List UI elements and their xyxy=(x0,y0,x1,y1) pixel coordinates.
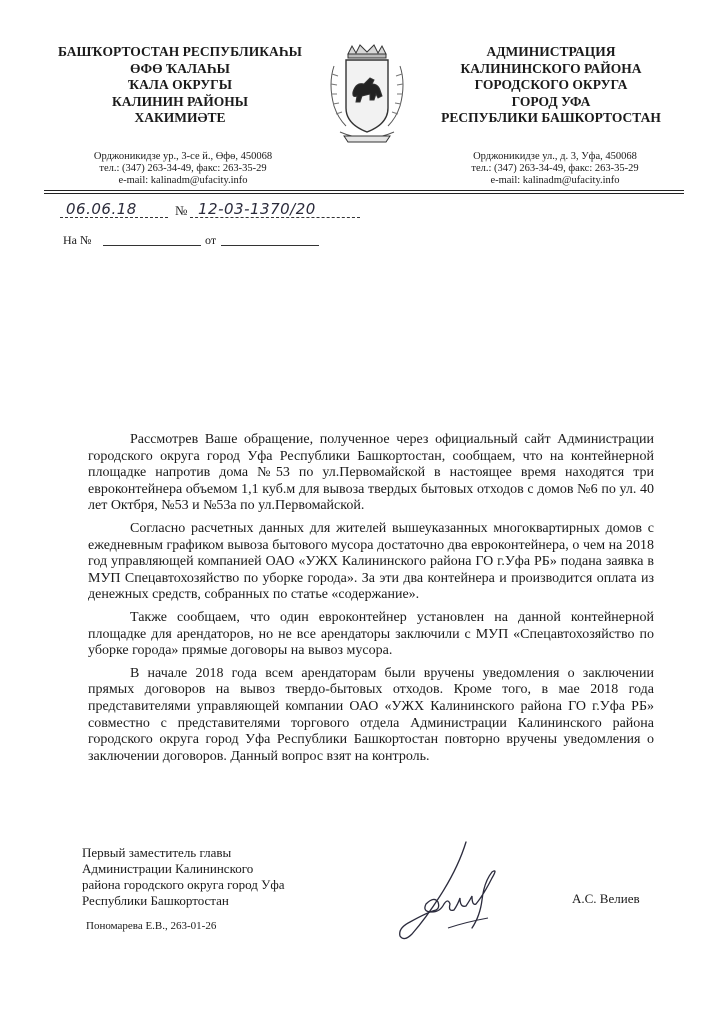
address-email: e-mail: kalinadm@ufacity.info xyxy=(118,175,248,186)
coat-of-arms-icon xyxy=(326,44,408,148)
number-label: № xyxy=(175,203,188,218)
address-line: Орджоникидзе ур., 3-се й., Өфө, 450068 xyxy=(93,151,273,162)
address-line: Орджоникидзе ул., д. 3, Уфа, 450068 xyxy=(473,151,637,162)
header-divider xyxy=(44,190,684,191)
header-bashkir-line: ХАКИМИӘТЕ xyxy=(134,110,226,125)
header-russian-line: ГОРОДСКОГО ОКРУГА xyxy=(474,77,628,92)
header-divider xyxy=(44,193,684,194)
registration-line xyxy=(60,200,380,222)
executor-contact: Пономарева Е.В., 263-01-26 xyxy=(86,920,217,932)
address-russian xyxy=(432,151,678,187)
header-bashkir-line: КАЛИНИН РАЙОНЫ xyxy=(111,93,248,109)
address-phone: тел.: (347) 263-34-49, факс: 263-35-29 xyxy=(99,163,267,174)
header-russian-line: АДМИНИСТРАЦИЯ xyxy=(486,44,616,59)
position-line: Администрации Калининского xyxy=(82,861,254,876)
address-email: e-mail: kalinadm@ufacity.info xyxy=(490,175,620,186)
body-paragraph: Рассмотрев Ваше обращение, полученное через официальный сайт Администрации городского округа город Уфа Республики Башкортостан, сообщаем, что на контейнерной площадке напротив дома №53 по ул.Первомайской в настоящее время находятся три евроконтейнера объемом 1,1 куб.м для вывоза твердых бытовых отходов с домов №6 по ул. 40 лет Октбря, №53 и №53а по ул.Первомайской. xyxy=(88,432,654,514)
header-bashkir-line: ӨФӨ ҠАЛАҺЫ xyxy=(130,60,230,76)
address-phone: тел.: (347) 263-34-49, факс: 263-35-29 xyxy=(471,163,639,174)
letter-body xyxy=(88,432,654,771)
signatory-position xyxy=(82,845,285,909)
outgoing-date: 06.06.18 xyxy=(66,200,137,218)
header-russian-line: РЕСПУБЛИКИ БАШКОРТОСТАН xyxy=(441,110,661,125)
reply-number-blank xyxy=(103,245,201,246)
position-line: Первый заместитель главы xyxy=(82,845,232,860)
outgoing-number: 12-03-1370/20 xyxy=(198,200,316,218)
position-line: Республики Башкортостан xyxy=(82,893,229,908)
reply-number-label: На № xyxy=(63,233,92,247)
date-underline xyxy=(60,217,168,218)
header-bashkir-line: ҠАЛА ОКРУГЫ xyxy=(127,77,233,92)
header-bashkir-line: БАШҠОРТОСТАН РЕСПУБЛИКАҺЫ xyxy=(58,44,302,59)
position-line: района городского округа город Уфа xyxy=(82,877,285,892)
reply-date-blank xyxy=(221,245,319,246)
body-paragraph: Также сообщаем, что один евроконтейнер установлен на данной контейнерной площадке для арендаторов, но не все арендаторы заключили с МУП «Спецавтохозяйство по уборке города» прямые договоры на вывоз мусора. xyxy=(88,609,654,659)
header-russian-line: КАЛИНИНСКОГО РАЙОНА xyxy=(460,60,642,76)
header-russian xyxy=(420,44,682,127)
handwritten-signature xyxy=(388,838,518,948)
number-underline xyxy=(190,217,360,218)
header-bashkir xyxy=(44,44,316,127)
body-paragraph: Согласно расчетных данных для жителей вышеуказанных многоквартирных домов с ежедневным графиком вывоза бытового мусора достаточно два евроконтейнера, о чем на 2018 год управляющей компанией ОАО «УЖХ Калининского района ГО г.Уфа РБ» подана заявка в МУП Спецавтохозяйство по уборке города». За эти два контейнера и производится оплата из денежных средств, собранных по статье «содержание». xyxy=(88,520,654,603)
address-bashkir xyxy=(58,151,308,187)
body-paragraph: В начале 2018 года всем арендаторам были вручены уведомления о заключении прямых договоров на вывоз твердо-бытовых отходов. Кроме того, в мае 2018 года представителями управляющей компании ОАО «УЖХ Калининского района ГО г.Уфа РБ» совместно с представителями торгового отдела Администрации Калининского района городского округа город Уфа Республики Башкортостан повторно вручены уведомления о заключении договоров. Данный вопрос взят на контроль. xyxy=(88,665,654,764)
header-russian-line: ГОРОД УФА xyxy=(511,93,591,109)
reply-date-label: от xyxy=(205,233,217,247)
signer-name: А.С. Велиев xyxy=(572,891,640,906)
